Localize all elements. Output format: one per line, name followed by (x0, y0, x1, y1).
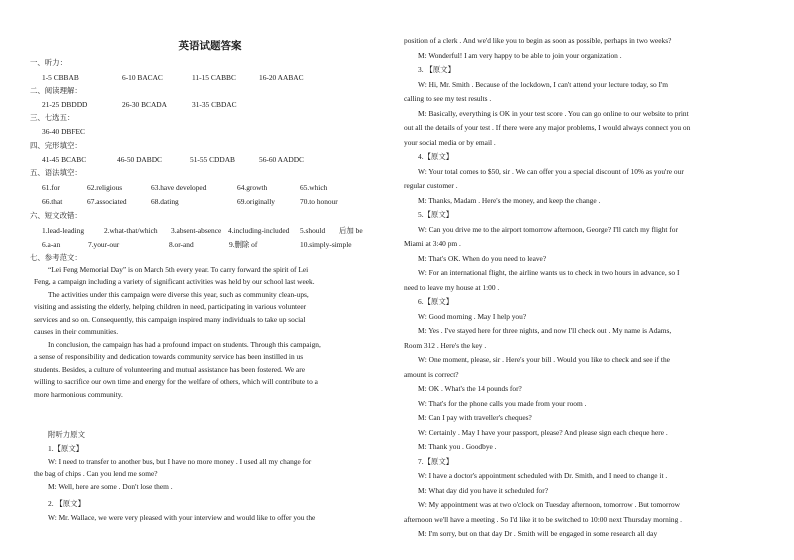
section-correction-heading: 六、短文改错： (30, 211, 82, 220)
section-grammar-heading: 五、语法填空： (30, 168, 82, 177)
transcript-line: need to leave my house at 1:00 . (404, 282, 500, 292)
answer-item: 6.a-an (42, 240, 61, 249)
answer-item: 7.your-our (88, 240, 120, 249)
transcript-line: W: That's for the phone calls you made from your room . (418, 398, 587, 408)
transcript-line: W: Good morning . May I help you? (418, 311, 527, 321)
transcript-line: 5.【原文】 (418, 210, 454, 219)
answer-group: 41-45 BCABC (42, 155, 87, 164)
transcript-line: afternoon we'll have a meeting . So I'd like it to be switched to 10:00 next Thursday morning . (404, 514, 682, 524)
answer-item: 70.to honour (300, 197, 338, 206)
answer-item: 66.that (42, 197, 63, 206)
transcript-line: M: OK . What's the 14 pounds for? (418, 384, 522, 393)
section-essay-heading: 七、参考范文： (30, 253, 82, 262)
answer-item: 69.originally (237, 197, 275, 206)
left-column (30, 0, 390, 560)
transcript-line: M: I'm sorry, but on that day Dr . Smith will be engaged in some research all day (418, 529, 658, 538)
transcript-line: W: Certainly . May I have your passport, please? And please sign each cheque here . (418, 427, 668, 437)
transcript-line: W: Can you drive me to the airport tomorrow afternoon, George? I'll catch my flight for (418, 224, 678, 234)
transcript-line: 3. 【原文】 (418, 65, 455, 74)
transcript-line: M: Yes . I've stayed here for three nights, and now I'll check out . My name is Adams, (418, 326, 672, 335)
transcript-line: out all the details of your test . If there were any major problems, I would always connect you on (404, 123, 691, 132)
page-title: 英语试题答案 (178, 41, 242, 52)
transcript-line: 6.【原文】 (418, 297, 454, 306)
answer-item: 65.which (300, 183, 328, 192)
section-cloze-heading: 四、完形填空： (30, 141, 82, 150)
answer-group: 26-30 BCADA (122, 100, 167, 109)
answer-item: 8.or-and (169, 240, 194, 249)
transcript-line: your social media or by email . (404, 137, 496, 147)
answer-group: 46-50 DABDC (117, 155, 162, 164)
answer-group: 51-55 CDDAB (190, 155, 235, 164)
transcript-1 (34, 456, 390, 493)
answer-group: 21-25 DBDDD (42, 100, 88, 109)
essay-line: services and so on. Consequently, this campaign inspired many individuals to take up social (34, 314, 306, 324)
essay-line: students. Besides, a culture of volunteering and mutual assistance has been fostered. We are (34, 364, 305, 374)
transcript-line: W: My appointment was at two o'clock on Tuesday afternoon, tomorrow . But tomorrow (418, 500, 680, 509)
transcript-line: Miami at 3:40 pm . (404, 239, 461, 248)
answer-item: 后加 be (339, 226, 363, 235)
answer-item: 61.for (42, 183, 60, 192)
answer-group: 31-35 CBDAC (192, 100, 237, 109)
answer-item: 67.associated (87, 197, 127, 206)
answer-item: 1.lead-leading (42, 226, 85, 235)
answer-group: 36-40 DBFEC (42, 127, 85, 136)
essay-line: “Lei Feng Memorial Day” is on March 5th every year. To carry forward the spirit of Lei (48, 265, 309, 274)
answer-item: 2.what-that/which (104, 226, 158, 235)
essay-line: more harmonious community. (34, 389, 123, 399)
transcript-line: M: Wonderful! I am very happy to be able to join your organization . (418, 50, 622, 60)
transcript-line: W: For an international flight, the airline wants us to check in two hours in advance, so I (418, 268, 680, 277)
answer-item: 3.absent-absence (171, 226, 222, 235)
transcript-2-label: 2. 【原文】 (48, 499, 85, 508)
answer-group: 11-15 CABBC (192, 73, 236, 82)
answer-item: 10.simply-simple (300, 240, 352, 249)
transcript-2 (34, 512, 390, 524)
section-seven-five-heading: 三、七选五： (30, 113, 75, 122)
essay-paragraph-3 (34, 339, 390, 401)
transcript-continued (404, 34, 766, 542)
transcript-line: W: Your total comes to $50, sir . We can offer you a special discount of 10% as you're our (418, 166, 684, 176)
section-reading-heading: 二、阅读理解： (30, 86, 82, 95)
essay-line: causes in their communities. (34, 327, 119, 337)
essay-line: visiting and assisting the elderly, helping children in need, participating in various volunteer (34, 302, 307, 312)
transcript-line: M: Well, here are some . Don't lose them . (48, 481, 173, 491)
transcript-line: W: Mr. Wallace, we were very pleased with your interview and would like to offer you the (48, 513, 316, 522)
appendix-heading: 附听力原文 (48, 430, 85, 439)
essay-line: In conclusion, the campaign has had a profound impact on students. Through this campaign, (48, 340, 321, 349)
transcript-line: calling to see my test results . (404, 94, 492, 103)
answer-item: 9.删除 of (229, 240, 258, 249)
answer-item: 68.dating (151, 197, 179, 206)
transcript-line: position of a clerk . And we'd like you to begin as soon as possible, perhaps in two weeks? (404, 36, 672, 45)
answer-group: 16-20 AABAC (259, 73, 304, 82)
answer-item: 62.religious (87, 183, 123, 192)
transcript-line: M: What day did you have it scheduled for? (418, 485, 548, 495)
answer-group: 1-5 CBBAB (42, 73, 79, 82)
transcript-line: 7.【原文】 (418, 456, 454, 466)
answer-item: 63.have developed (151, 183, 207, 192)
essay-line: Feng, a campaign including a variety of significant activities was held by our school last week. (34, 277, 315, 287)
transcript-line: 4.【原文】 (418, 152, 454, 161)
transcript-line: regular customer . (404, 181, 458, 190)
right-column (404, 0, 766, 560)
transcript-line: M: Basically, everything is OK in your test score . You can go online to our website to print (418, 108, 689, 118)
transcript-line: Room 312 . Here's the key . (404, 340, 487, 350)
essay-line: The activities under this campaign were diverse this year, such as community clean-ups, (48, 290, 309, 299)
transcript-1-label: 1.【原文】 (48, 444, 84, 453)
answer-group: 56-60 AADDC (259, 155, 304, 164)
transcript-line: M: Thanks, Madam . Here's the money, and keep the change . (418, 195, 601, 205)
essay-line: a sense of responsibility and dedication towards community service has been instilled in us (34, 352, 304, 362)
transcript-line: the bag of chips . Can you lend me some? (34, 469, 158, 479)
essay-line: willing to sacrifice our own time and energy for the welfare of others, which will contribute to a (34, 377, 318, 387)
essay-paragraph-1 (34, 264, 390, 289)
answer-item: 64.growth (237, 183, 268, 192)
section-listening-heading: 一、听力： (30, 58, 67, 67)
answer-group: 6-10 BACAC (122, 73, 163, 82)
transcript-line: W: I need to transfer to another bus, but I have no more money . I used all my change for (48, 457, 312, 466)
transcript-line: W: One moment, please, sir . Here's your bill . Would you like to check and see if the (418, 355, 670, 364)
transcript-line: M: Thank you . Goodbye . (418, 442, 497, 451)
transcript-line: M: Can I pay with traveller's cheques? (418, 413, 532, 422)
transcript-line: M: That's OK. When do you need to leave? (418, 253, 547, 263)
transcript-line: W: I have a doctor's appointment scheduled with Dr. Smith, and I need to change it . (418, 471, 668, 480)
answer-item: 5.should (300, 226, 326, 235)
essay-paragraph-2 (34, 289, 390, 339)
answer-item: 4.including-included (228, 226, 290, 235)
transcript-line: amount is correct? (404, 369, 459, 379)
transcript-line: W: Hi, Mr. Smith . Because of the lockdown, I can't attend your lecture today, so I'm (418, 79, 669, 89)
